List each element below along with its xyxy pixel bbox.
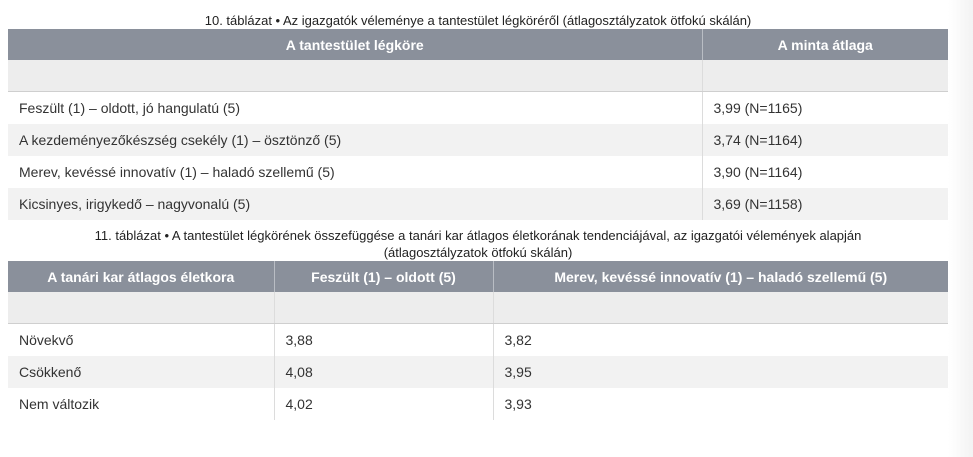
table-10-caption: 10. táblázat • Az igazgatók véleménye a tantestület légköréről (átlagosztályzatok ötfokú skálán) xyxy=(204,13,752,28)
table-row xyxy=(8,92,948,125)
table-10 xyxy=(8,29,948,220)
table-11-caption-line-2: (átlagosztályzatok ötfokú skálán) xyxy=(383,245,573,260)
table-cell: 3,95 xyxy=(493,356,948,388)
table-11-caption xyxy=(8,220,948,261)
page-edge-shade xyxy=(948,0,973,457)
table-row xyxy=(8,324,948,357)
column-header: Feszült (1) – oldott (5) xyxy=(274,261,493,292)
column-header: Merev, kevéssé innovatív (1) – haladó szellemű (5) xyxy=(493,261,948,292)
table-11 xyxy=(8,261,948,420)
column-header: A tantestület légköre xyxy=(8,29,702,60)
table-cell: A kezdeményezőkészség csekély (1) – ösztönző (5) xyxy=(8,124,702,156)
table-cell: 3,93 xyxy=(493,388,948,420)
table-cell: Kicsinyes, irigykedő – nagyvonalú (5) xyxy=(8,188,702,220)
table-cell: Feszült (1) – oldott, jó hangulatú (5) xyxy=(8,92,702,125)
table-row xyxy=(8,188,948,220)
table-row xyxy=(8,388,948,420)
table-header-row xyxy=(8,29,948,60)
table-header-row xyxy=(8,261,948,292)
table-cell: Csökkenő xyxy=(8,356,274,388)
table-cell: 3,69 (N=1158) xyxy=(702,188,948,220)
table-cell: 3,88 xyxy=(274,324,493,357)
table-cell: 3,90 (N=1164) xyxy=(702,156,948,188)
table-11-caption-line-1: 11. táblázat • A tantestület légkörének összefüggése a tanári kar átlagos életkorának tendenciájával, az igazgatói vélemények alapján xyxy=(94,228,862,243)
table-row xyxy=(8,124,948,156)
table-spacer-row xyxy=(8,292,948,324)
table-cell: 4,08 xyxy=(274,356,493,388)
table-cell: 3,99 (N=1165) xyxy=(702,92,948,125)
table-cell: Növekvő xyxy=(8,324,274,357)
column-header: A tanári kar átlagos életkora xyxy=(8,261,274,292)
table-cell: 3,82 xyxy=(493,324,948,357)
table-cell: Merev, kevéssé innovatív (1) – haladó szellemű (5) xyxy=(8,156,702,188)
column-header: A minta átlaga xyxy=(702,29,948,60)
table-cell: 3,74 (N=1164) xyxy=(702,124,948,156)
table-spacer-row xyxy=(8,60,948,92)
content xyxy=(8,0,948,420)
table-row xyxy=(8,156,948,188)
table-cell: Nem változik xyxy=(8,388,274,420)
table-cell: 4,02 xyxy=(274,388,493,420)
table-row xyxy=(8,356,948,388)
